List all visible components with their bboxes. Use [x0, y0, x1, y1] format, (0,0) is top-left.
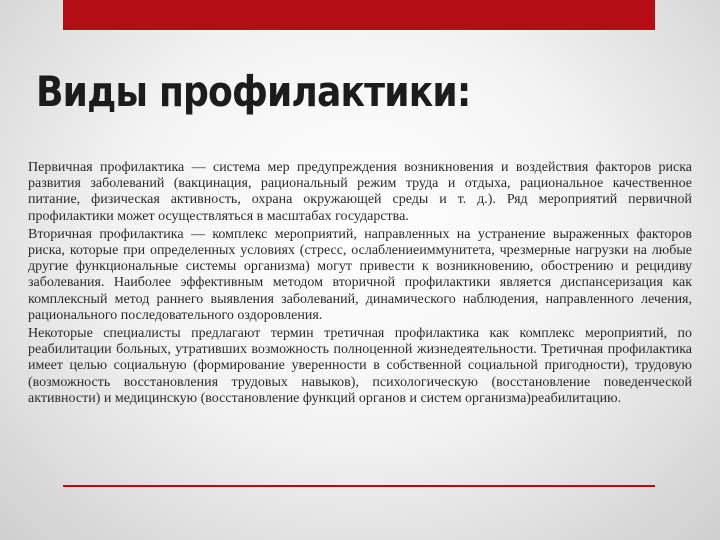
slide-body — [28, 160, 692, 409]
paragraph-primary-prevention: Первичная профилактика — система мер предупреждения возникновения и воздействия факторов риска развития заболеваний (вакцинация, рациональный режим труда и отдыха, рациональное качественное питание, физическая активность, охрана окружающей среды и т. д.). Ряд мероприятий первичной профилактики может осуществляться в масштабах государства. — [28, 160, 692, 224]
slide-title: Виды профилактики: — [36, 67, 471, 116]
top-accent-bar — [63, 0, 655, 30]
paragraph-secondary-prevention: Вторичная профилактика — комплекс мероприятий, направленных на устранение выраженных факторов риска, которые при определенных условиях (стресс, ослаблениеиммунитета, чрезмерные нагрузки на любые другие функциональные системы организма) могут привести к возникновению, обострению и рецидиву заболевания. Наиболее эффективным методом вторичной профилактики является диспансеризация как комплексный метод раннего выявления заболеваний, динамического наблюдения, направленного лечения, рационального последовательного оздоровления. — [28, 226, 692, 323]
bottom-divider — [63, 485, 655, 487]
paragraph-tertiary-prevention: Некоторые специалисты предлагают термин третичная профилактика как комплекс мероприятий, по реабилитации больных, утративших возможность полноценной жизнедеятельности. Третичная профилактика имеет целью социальную (формирование уверенности в собственной социальной пригодности), трудовую (возможность восстановления трудовых навыков), психологическую (восстановление поведенческой активности) и медицинскую (восстановление функций органов и систем организма)реабилитацию. — [28, 326, 692, 406]
